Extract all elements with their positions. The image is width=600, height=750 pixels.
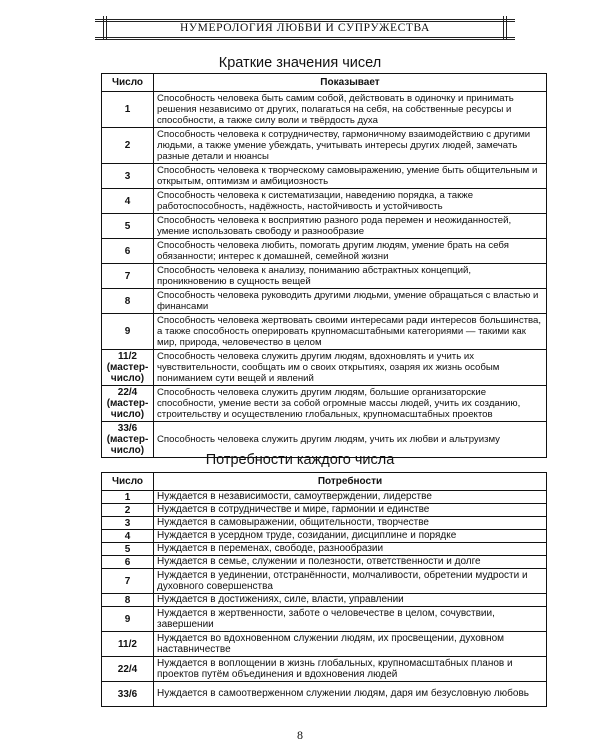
column-header-shows: Показывает [154, 74, 547, 92]
row-number: 33/6 [102, 682, 154, 707]
table-row [102, 189, 547, 214]
section-title-meanings: Краткие значения чисел [218, 55, 382, 71]
row-text: Нуждается в семье, служении и полезности, ответственности и долге [154, 556, 547, 569]
row-number: 1 [102, 92, 154, 128]
table-row [102, 386, 547, 422]
row-text: Нуждается в жертвенности, заботе о человечестве в целом, сочувствии, завершении [154, 607, 547, 632]
table-row [102, 569, 547, 594]
row-number: 6 [102, 239, 154, 264]
table-row [102, 682, 547, 707]
table-row [102, 214, 547, 239]
column-header-number: Число [102, 473, 154, 491]
row-text: Нуждается в переменах, свободе, разнообразии [154, 543, 547, 556]
row-number: 2 [102, 128, 154, 164]
table-row [102, 289, 547, 314]
row-text: Способность человека к анализу, пониманию абстрактных концепций, проникновению в сущность вещей [154, 264, 547, 289]
row-number: 7 [102, 569, 154, 594]
row-text: Нуждается в самоотверженном служении людям, даря им безусловную любовь [154, 682, 547, 707]
table-header-row [102, 74, 547, 92]
row-text: Нуждается в самовыражении, общительности, творчестве [154, 517, 547, 530]
row-text: Способность человека быть самим собой, действовать в одиночку и принимать решения независимо от других, полагаться на себя, на собственные ресурсы и способности, а также силу воли и твёрдость духа [154, 92, 547, 128]
running-header [95, 16, 515, 40]
row-text: Способность человека служить другим людям, вдохновлять и учить их чувствительности, сообщать им о своих открытиях, озаряя их жизнь особым пониманием сути вещей и явлений [154, 350, 547, 386]
column-header-number: Число [102, 74, 154, 92]
table-header-row [102, 473, 547, 491]
row-number: 2 [102, 504, 154, 517]
section-title-needs: Потребности каждого числа [205, 452, 395, 468]
table-row [102, 517, 547, 530]
row-text: Нуждается в сотрудничестве и мире, гармонии и единстве [154, 504, 547, 517]
row-number: 4 [102, 530, 154, 543]
table-row [102, 594, 547, 607]
table-row [102, 350, 547, 386]
table-row [102, 128, 547, 164]
row-number: 9 [102, 314, 154, 350]
row-text: Нуждается в независимости, самоутверждении, лидерстве [154, 491, 547, 504]
row-text: Способность человека к восприятию разного рода перемен и неожиданностей, умение использовать свободу и разнообразие [154, 214, 547, 239]
table-row [102, 657, 547, 682]
row-text: Способность человека служить другим людям, большие организаторские способности, умение вести за собой огромные массы людей, учить их созданию, строительству и осуществлению глобальных, крупномасштабных проектов [154, 386, 547, 422]
row-number: 11/2 [102, 632, 154, 657]
row-number: 9 [102, 607, 154, 632]
header-rule [95, 19, 515, 20]
row-number: 3 [102, 517, 154, 530]
row-text: Нуждается в усердном труде, созидании, дисциплине и порядке [154, 530, 547, 543]
row-number: 11/2 (мастер-число) [102, 350, 154, 386]
row-number: 5 [102, 214, 154, 239]
row-text: Нуждается во вдохновенном служении людям, их просвещении, духовном наставничестве [154, 632, 547, 657]
row-text: Способность человека к сотрудничеству, гармоничному взаимодействию с другими людьми, а также умение убеждать, учитывать интересы других людей, замечать разные детали и нюансы [154, 128, 547, 164]
table-row [102, 556, 547, 569]
row-number: 22/4 (мастер-число) [102, 386, 154, 422]
row-text: Способность человека руководить другими людьми, умение обращаться с властью и финансами [154, 289, 547, 314]
row-text: Нуждается в достижениях, силе, власти, управлении [154, 594, 547, 607]
table-row [102, 504, 547, 517]
table-row [102, 239, 547, 264]
row-text: Способность человека жертвовать своими интересами ради интересов большинства, а также способность оперировать крупномасштабными категориями — такими как мир, природа, человечество в целом [154, 314, 547, 350]
row-text: Способность человека к творческому самовыражению, умение быть общительным и открытым, оптимизм и амбициозность [154, 164, 547, 189]
row-text: Способность человека к систематизации, наведению порядка, а также работоспособность, надёжность, настойчивость и устойчивость [154, 189, 547, 214]
row-number: 33/6 (мастер-число) [102, 422, 154, 458]
row-text: Нуждается в воплощении в жизнь глобальных, крупномасштабных планов и проектов путём объединения и вдохновения людей [154, 657, 547, 682]
table-row [102, 607, 547, 632]
row-number: 8 [102, 289, 154, 314]
table-row [102, 314, 547, 350]
column-header-needs: Потребности [154, 473, 547, 491]
row-number: 1 [102, 491, 154, 504]
table-row [102, 543, 547, 556]
table-row [102, 92, 547, 128]
header-title: НУМЕРОЛОГИЯ ЛЮБВИ И СУПРУЖЕСТВА [180, 22, 430, 34]
header-rule [95, 39, 515, 40]
table-row [102, 264, 547, 289]
table-row [102, 530, 547, 543]
table-row [102, 632, 547, 657]
row-number: 8 [102, 594, 154, 607]
row-number: 3 [102, 164, 154, 189]
row-number: 5 [102, 543, 154, 556]
meanings-table [101, 73, 547, 458]
row-text: Способность человека служить другим людям, учить их любви и альтруизму [154, 422, 547, 458]
page-number: 8 [297, 728, 303, 742]
row-number: 6 [102, 556, 154, 569]
table-row [102, 491, 547, 504]
needs-table [101, 472, 547, 707]
row-text: Нуждается в уединении, отстранённости, молчаливости, обретении мудрости и духовного совершенства [154, 569, 547, 594]
row-number: 4 [102, 189, 154, 214]
table-row [102, 164, 547, 189]
row-text: Способность человека любить, помогать другим людям, умение брать на себя обязанности; интерес к домашней, семейной жизни [154, 239, 547, 264]
row-number: 22/4 [102, 657, 154, 682]
header-rule [95, 37, 515, 38]
row-number: 7 [102, 264, 154, 289]
